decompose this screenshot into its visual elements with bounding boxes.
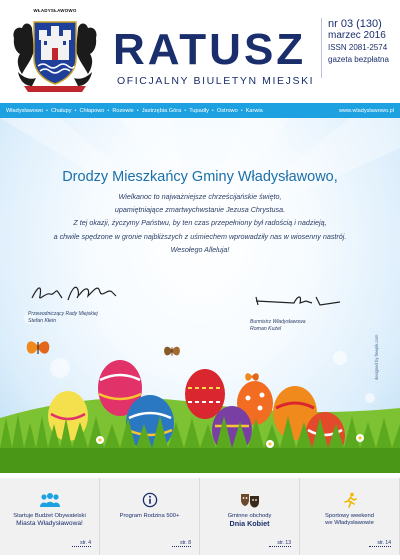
- greeting-line: a chwile spędzone w gronie najbliższych z uśmiechem wprowadziły nas w wiosenny nastrój.: [53, 231, 347, 241]
- nav-separator: •: [184, 107, 187, 114]
- easter-egg-icon: [185, 369, 225, 419]
- signature-block-council-chair: [28, 278, 148, 325]
- crest-caption: WŁADYSŁAWOWO: [33, 8, 77, 13]
- issue-date: marzec 2016: [328, 30, 386, 41]
- page-reference: str. 4: [72, 540, 91, 547]
- teaser-sports-weekend[interactable]: [300, 478, 400, 560]
- signatory-name: Stefan Kłein: [28, 318, 56, 324]
- issue-info: [321, 18, 393, 78]
- nav-item-jastrzebia-gora[interactable]: Jastrzębia Góra: [141, 107, 182, 114]
- page-reference: str. 14: [369, 540, 391, 547]
- signature-block-mayor: [250, 286, 360, 333]
- theatre-masks-icon: [240, 492, 260, 508]
- image-credit: designed by freepik.com: [374, 334, 379, 380]
- handwritten-signature: [28, 278, 138, 306]
- issue-teasers: [0, 478, 400, 560]
- greeting-line: Z tej okazji, życzymy Państwu, by ten czas przepełniony był radością i nadzieją,: [73, 218, 327, 228]
- signatory-role: Przewodniczący Rady Miejskiej: [28, 311, 98, 317]
- teaser-title-highlight: Dnia Kobiet: [229, 519, 270, 528]
- nav-separator: •: [46, 107, 48, 114]
- signatory-role: Burmistrz Władysławowa: [250, 319, 306, 325]
- teaser-womens-day[interactable]: [200, 478, 300, 560]
- butterfly-icon: [27, 341, 50, 354]
- teaser-family-500[interactable]: [100, 478, 200, 560]
- publication-subtitle: OFICJALNY BIULETYN MIEJSKI: [117, 75, 315, 87]
- butterfly-icon: [245, 373, 259, 380]
- people-icon: [39, 492, 61, 508]
- nav-item-ostrowo[interactable]: Ostrowo: [216, 107, 238, 114]
- runner-icon: [342, 492, 358, 508]
- info-icon: [142, 492, 158, 508]
- nav-separator: •: [211, 107, 214, 114]
- page-reference: str. 13: [269, 540, 291, 547]
- nav-item-karwia[interactable]: Karwia: [245, 107, 263, 114]
- teaser-title: we Władysławowie: [325, 520, 374, 526]
- signatory-name: Roman Kużel: [250, 326, 282, 332]
- nav-separator: •: [240, 107, 243, 114]
- teaser-title: Sportowy weekend: [325, 513, 374, 519]
- nav-separator: •: [107, 107, 110, 114]
- greeting-headline: Drodzy Mieszkańcy Gminy Władysławowo,: [62, 169, 338, 185]
- website-link[interactable]: www.wladyslawowo.pl: [338, 107, 394, 114]
- greeting-line: upamiętniające zmartwychwstanie Jezusa Chrystusa.: [114, 205, 286, 215]
- issue-number: nr 03 (130): [328, 18, 382, 30]
- issn: ISSN 2081-2574: [328, 43, 388, 52]
- teaser-title: Program Rodzina 500+: [119, 513, 180, 519]
- locality-nav-bar: [0, 103, 400, 118]
- teaser-citizens-budget[interactable]: [0, 478, 100, 560]
- nav-item-rozewie[interactable]: Rozewie: [112, 107, 134, 114]
- nav-separator: •: [136, 107, 139, 114]
- nav-item-chlapowo[interactable]: Chłapowo: [79, 107, 105, 114]
- easter-greeting: [0, 118, 400, 473]
- greeting-line: Wielkanoc to najważniejsze chrześcijańskie święto,: [118, 192, 282, 201]
- nav-item-tupadly[interactable]: Tupadły: [189, 107, 209, 114]
- town-crest: [10, 8, 100, 96]
- greeting-message: [20, 190, 380, 256]
- page-reference: str. 8: [172, 540, 191, 547]
- masthead: [0, 0, 400, 100]
- nav-item-chalupy[interactable]: Chałupy: [50, 107, 72, 114]
- teaser-title: Gminne obchody: [227, 513, 272, 519]
- free-note: gazeta bezpłatna: [328, 55, 389, 64]
- nav-item-wladyslawowo[interactable]: Władysławowo: [6, 107, 43, 114]
- teaser-title: Startuje Budżet Obywatelski: [13, 513, 86, 519]
- greeting-line: Wesołego Alleluja!: [170, 244, 230, 254]
- nav-separator: •: [74, 107, 77, 114]
- handwritten-signature: [250, 286, 350, 314]
- teaser-title: Miasta Władysławowa!: [16, 520, 83, 527]
- publication-title: RATUSZ: [113, 25, 307, 74]
- crest-emblem-icon: [10, 8, 100, 96]
- footer-stripe: [0, 555, 400, 560]
- butterfly-icon: [164, 347, 180, 356]
